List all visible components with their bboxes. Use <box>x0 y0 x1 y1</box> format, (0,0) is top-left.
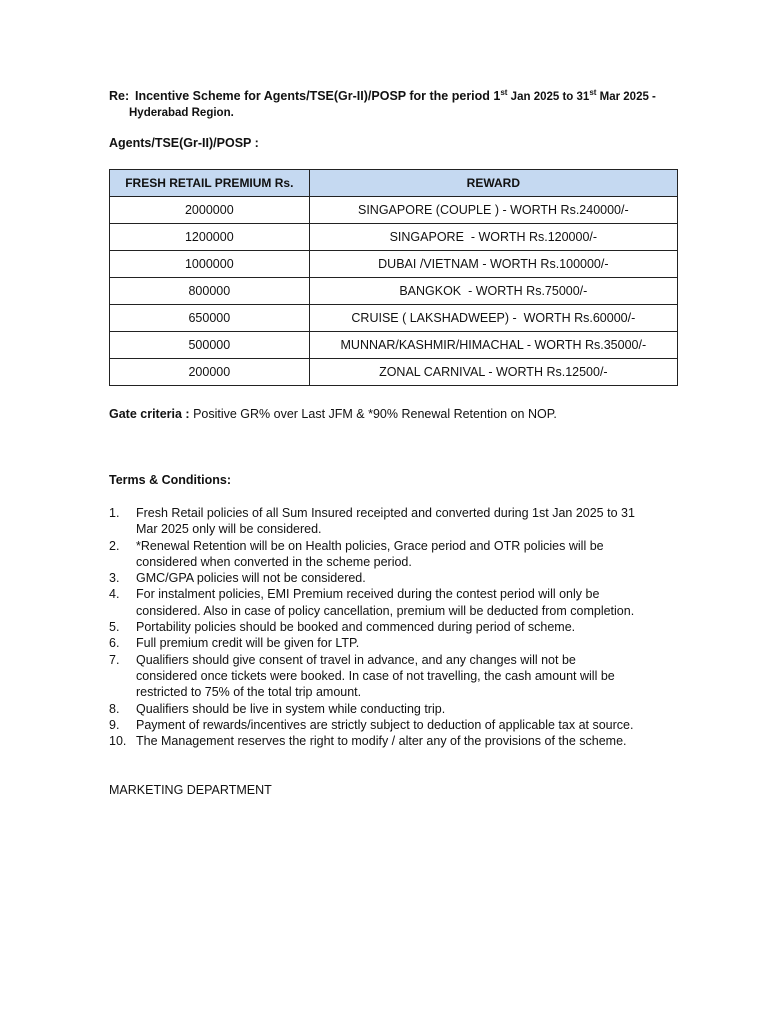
table-row <box>110 197 678 224</box>
table-row <box>110 278 678 305</box>
term-line: Portability policies should be booked and commenced during period of scheme. <box>136 620 576 635</box>
term-number: 10. <box>109 734 127 749</box>
table-row <box>110 359 678 386</box>
term-line: For instalment policies, EMI Premium received during the contest period will only be <box>136 587 600 602</box>
list-item <box>109 538 669 571</box>
premium-cell: 800000 <box>110 278 310 305</box>
term-number: 8. <box>109 701 120 716</box>
reward-cell: MUNNAR/KASHMIR/HIMACHAL - WORTH Rs.35000/- <box>309 332 677 359</box>
subject-text: Incentive Scheme for Agents/TSE(Gr-II)/POSP for the period 1 <box>135 89 501 103</box>
subject-sup-1: st <box>500 88 508 97</box>
subject-prefix: Re: <box>109 89 130 103</box>
reward-cell: DUBAI /VIETNAM - WORTH Rs.100000/- <box>309 251 677 278</box>
term-line: *Renewal Retention will be on Health policies, Grace period and OTR policies will be <box>136 538 604 553</box>
subject-sup-2: st <box>589 88 597 97</box>
list-item <box>109 505 669 538</box>
term-number: 5. <box>109 620 120 635</box>
term-number: 6. <box>109 636 120 651</box>
section-label: Agents/TSE(Gr-II)/POSP : <box>109 136 259 150</box>
term-line: considered once tickets were booked. In case of not travelling, the cash amount will be <box>136 668 615 683</box>
list-item <box>109 586 669 619</box>
reward-table <box>109 169 678 386</box>
reward-cell: SINGAPORE (COUPLE ) - WORTH Rs.240000/- <box>309 197 677 224</box>
premium-cell: 1200000 <box>110 224 310 251</box>
premium-cell: 2000000 <box>110 197 310 224</box>
term-number: 2. <box>109 538 120 553</box>
terms-title: Terms & Conditions: <box>109 473 231 487</box>
term-number: 4. <box>109 587 120 602</box>
table-row <box>110 224 678 251</box>
list-item <box>109 701 669 717</box>
table-row <box>110 251 678 278</box>
subject-heading <box>109 88 689 121</box>
term-line: Payment of rewards/incentives are strictly subject to deduction of applicable tax at source. <box>136 717 634 732</box>
premium-cell: 500000 <box>110 332 310 359</box>
reward-cell: BANGKOK - WORTH Rs.75000/- <box>309 278 677 305</box>
term-line: Fresh Retail policies of all Sum Insured receipted and converted during 1st Jan 2025 to 31 <box>136 506 635 520</box>
list-item <box>109 635 669 651</box>
subject-region: Hyderabad Region. <box>129 107 234 119</box>
term-line: Qualifiers should give consent of travel in advance, and any changes will not be <box>136 652 576 667</box>
gate-criteria-text: Positive GR% over Last JFM & *90% Renewal Retention on NOP. <box>189 407 557 421</box>
term-line: Mar 2025 only will be considered. <box>136 522 322 537</box>
term-line: restricted to 75% of the total trip amount. <box>136 685 362 700</box>
list-item <box>109 619 669 635</box>
reward-cell: ZONAL CARNIVAL - WORTH Rs.12500/- <box>309 359 677 386</box>
premium-cell: 200000 <box>110 359 310 386</box>
list-item <box>109 570 669 586</box>
term-number: 9. <box>109 717 120 732</box>
list-item <box>109 652 669 701</box>
term-number: 3. <box>109 571 120 586</box>
gate-criteria <box>109 407 557 421</box>
term-number: 1. <box>109 506 120 520</box>
term-line: considered when converted in the scheme period. <box>136 554 412 569</box>
table-row <box>110 332 678 359</box>
term-line: The Management reserves the right to modify / alter any of the provisions of the scheme. <box>136 734 627 749</box>
terms-list <box>109 505 669 749</box>
subject-date-2: Mar 2025 - <box>596 91 656 103</box>
list-item <box>109 717 669 733</box>
premium-cell: 1000000 <box>110 251 310 278</box>
premium-cell: 650000 <box>110 305 310 332</box>
term-line: Qualifiers should be live in system while conducting trip. <box>136 701 446 716</box>
table-row <box>110 305 678 332</box>
header-reward: REWARD <box>309 170 677 197</box>
term-number: 7. <box>109 652 120 667</box>
subject-line-1 <box>109 88 689 105</box>
gate-criteria-label: Gate criteria : <box>109 407 190 421</box>
subject-date-1: Jan 2025 to 31 <box>507 91 590 103</box>
term-line: GMC/GPA policies will not be considered. <box>136 571 366 586</box>
list-item <box>109 733 669 749</box>
reward-cell: CRUISE ( LAKSHADWEEP) - WORTH Rs.60000/- <box>309 305 677 332</box>
table-header-row <box>110 170 678 197</box>
term-line: considered. Also in case of policy cancellation, premium will be deducted from completion. <box>136 603 635 618</box>
reward-cell: SINGAPORE - WORTH Rs.120000/- <box>309 224 677 251</box>
header-premium: FRESH RETAIL PREMIUM Rs. <box>110 170 310 197</box>
term-line: Full premium credit will be given for LTP. <box>136 636 360 651</box>
footer-department: MARKETING DEPARTMENT <box>109 783 272 797</box>
